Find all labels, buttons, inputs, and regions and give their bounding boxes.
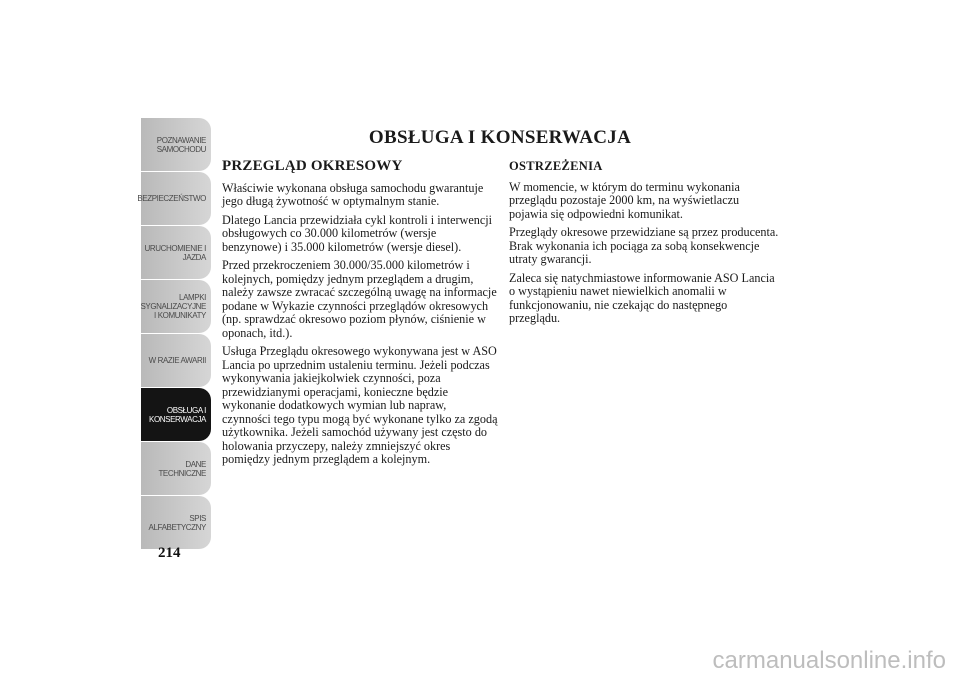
tab-poznawanie-samochodu[interactable]: POZNAWANIE SAMOCHODU — [141, 118, 211, 171]
paragraph: Zaleca się natychmiastowe informowanie ASO Lancia o wystąpieniu nawet niewielkich anomalii w funkcjonowaniu, nie czekając do następnego przeglądu. — [509, 270, 775, 325]
tab-lampki-sygnalizacyjne[interactable]: LAMPKI SYGNALIZACYJNE I KOMUNIKATY — [141, 280, 211, 333]
paragraph: Właściwie wykonana obsługa samochodu gwarantuje jego długą żywotność w optymalnym stanie. — [222, 180, 484, 208]
watermark: carmanualsonline.info — [712, 647, 946, 674]
section-heading: PRZEGLĄD OKRESOWY — [222, 158, 403, 174]
paragraph: Dlatego Lancia przewidziała cykl kontroli i interwencji obsługowych co 30.000 kilometrów (wersje benzynowe) i 35.000 kilometrów (wersje diesel). — [222, 212, 493, 254]
paragraph: Przeglądy okresowe przewidziane są przez producenta. Brak wykonania ich pociąga za sobą konsekwencje utraty gwarancji. — [509, 225, 779, 266]
warnings-heading: OSTRZEŻENIA — [509, 159, 603, 173]
page-number: 214 — [158, 545, 181, 561]
tab-bezpieczenstwo[interactable]: BEZPIECZEŃSTWO — [141, 172, 211, 225]
paragraph: Przed przekroczeniem 30.000/35.000 kilometrów i kolejnych, pomiędzy jednym przeglądem a drugim, należy zawsze zwracać szczególną uwagę na informacje podane w Wykazie czynności przeglądów okresowych (np. sprawdzać okresowo poziom płynów, ciśnienie w oponach, itd.). — [222, 258, 497, 340]
tab-w-razie-awarii[interactable]: W RAZIE AWARII — [141, 334, 211, 387]
chapter-sidebar — [137, 118, 211, 550]
tab-uruchomienie-i-jazda[interactable]: URUCHOMIENIE I JAZDA — [141, 226, 211, 279]
tab-spis-alfabetyczny[interactable]: SPIS ALFABETYCZNY — [141, 496, 211, 549]
section-ostrzezenia — [509, 160, 779, 331]
paragraph: Usługa Przeglądu okresowego wykonywana jest w ASO Lancia po uprzednim ustaleniu terminu. Jeżeli podczas wykonywania jakiejkolwiek czynności, poza przewidzianymi operacjami, konieczne będzie wykonanie dodatkowych wymian lub napraw, czynności tego typu mogą być wykonane tylko za zgodą użytkownika. Jeżeli samochód używany jest często do holowania przyczepy, należy zmniejszyć okres pomiędzy jednym przeglądem a kolejnym. — [222, 344, 498, 466]
page-title: OBSŁUGA I KONSERWACJA — [368, 126, 632, 148]
tab-obsluga-i-konserwacja[interactable]: OBSŁUGA I KONSERWACJA — [141, 388, 211, 441]
paragraph: W momencie, w którym do terminu wykonania przeglądu pozostaje 2000 km, na wyświetlaczu pojawia się odpowiedni komunikat. — [509, 179, 740, 221]
tab-dane-techniczne[interactable]: DANE TECHNICZNE — [141, 442, 211, 495]
section-przeglad-okresowy — [222, 160, 498, 472]
